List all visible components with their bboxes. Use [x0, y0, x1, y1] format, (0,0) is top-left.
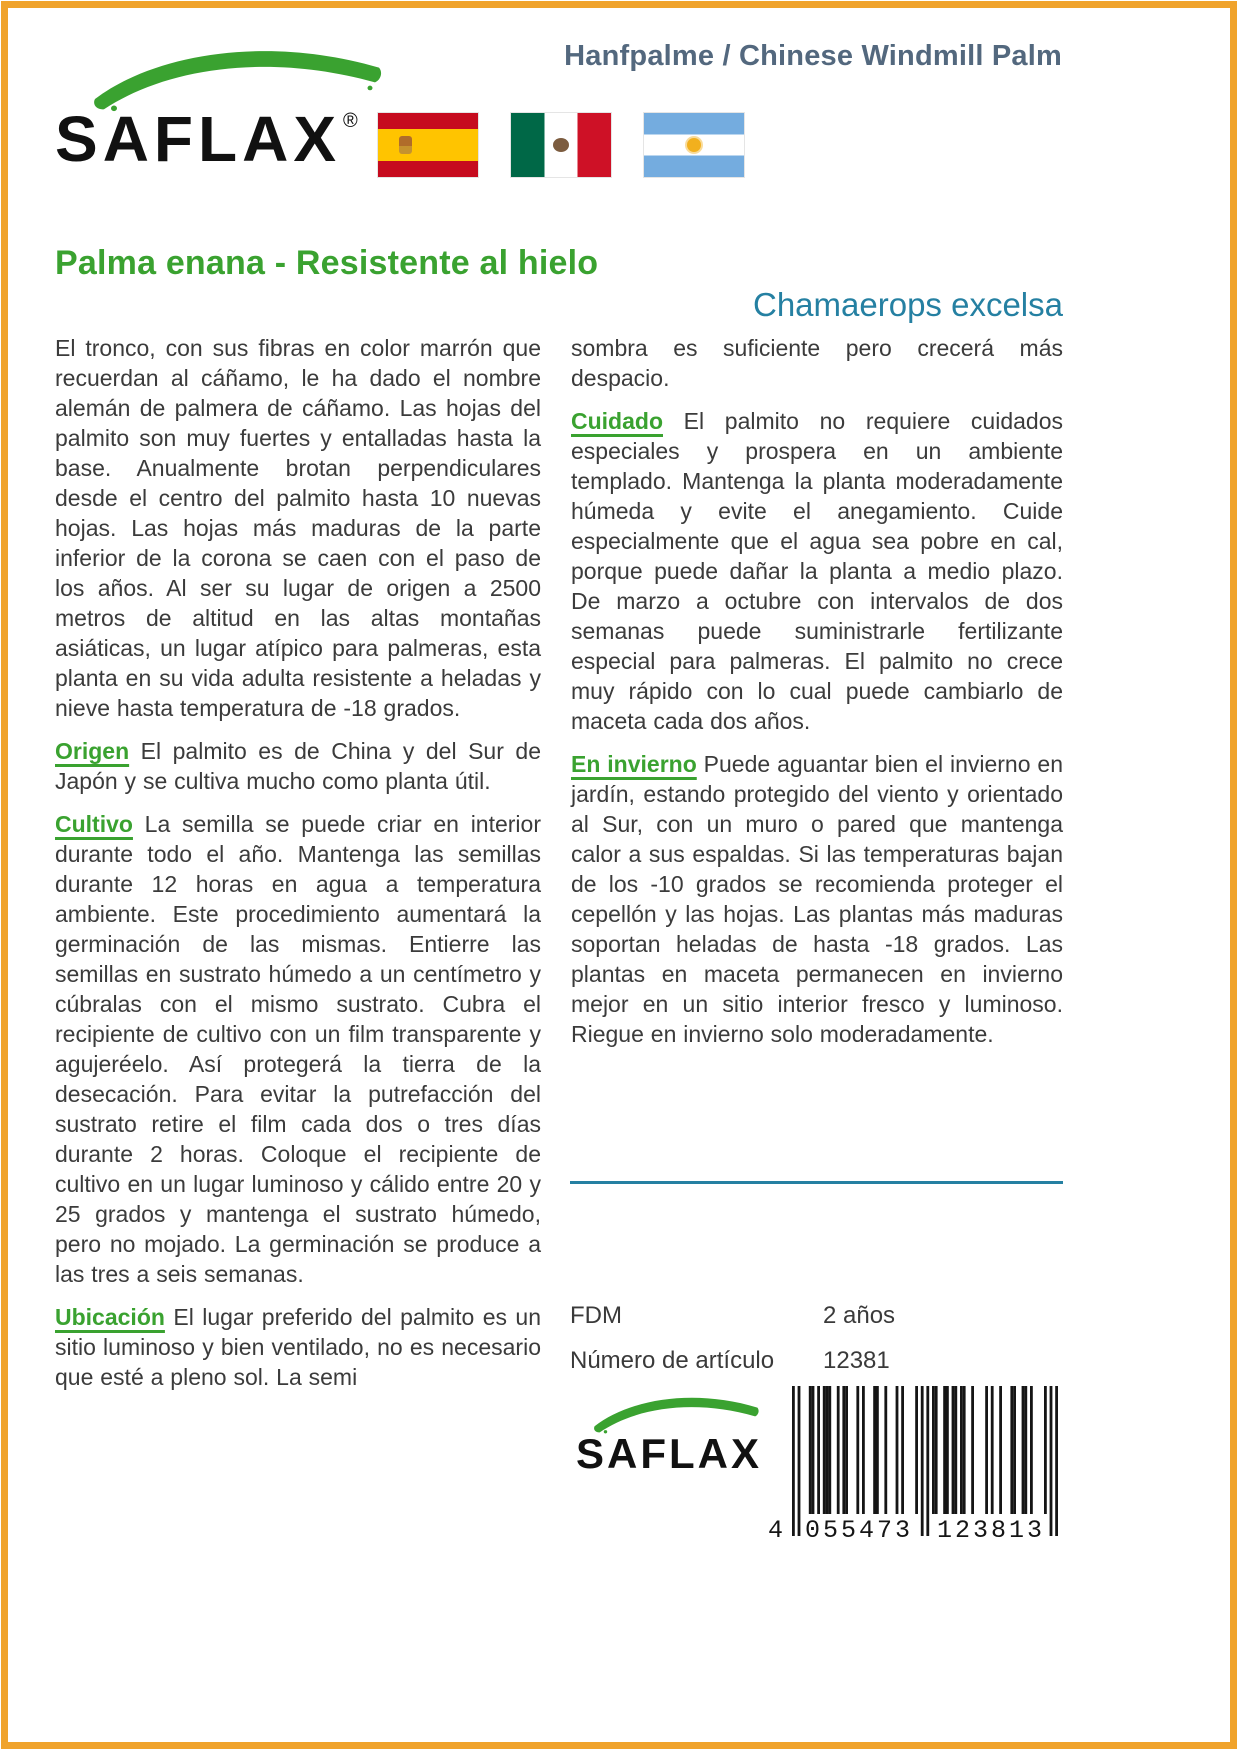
section-heading: En invierno: [571, 751, 697, 777]
section-text: La semilla se puede criar en interior durante todo el año. Mantenga las semillas durante 12 horas en agua a temperatura ambiente. Este procedimiento aumentará la germinación de las mismas. Entierre las semillas en sustrato húmedo a un centímetro y cúbralas con el mismo sustrato. Cubra el recipiente de cultivo con un film transparente y agujeréelo. Así protegerá la tierra de la desecación. Para evitar la putrefacción del sustrato retire el film cada dos o tres días durante 2 horas. Coloque el recipiente de cultivo en un lugar luminoso y cálido entre 20 y 25 grados y mantenga el sustrato húmedo, pero no mojado. La germinación se produce a las tres a seis semanas.: [55, 811, 541, 1287]
spain-flag-icon: [378, 113, 478, 177]
paragraph-text: El tronco, con sus fibras en color marrón que recuerdan al cáñamo, le ha dado el nombre alemán de palmera de cáñamo. Las hojas del palmito son muy fuertes y entalladas hasta la base. Anualmente brotan perpendiculares desde el centro del palmito hasta 10 nuevas hojas. Las hojas más maduras de la parte inferior de la corona se caen con el paso de los años. Al ser su lugar de origen a 2500 metros de altitud en las altas montañas asiáticas, un lugar atípico para palmeras, esta planta en su vida adulta resistente a heladas y nieve hasta temperatura de -18 grados.: [55, 335, 541, 721]
section-heading: Cultivo: [55, 811, 133, 837]
barcode-digit-group: 4: [768, 1516, 784, 1545]
page-title: Palma enana - Resistente al hielo: [55, 244, 599, 282]
barcode: [768, 1386, 1068, 1566]
fdm-value: 2 años: [823, 1302, 896, 1329]
section-origen: [55, 736, 541, 796]
brand-arc-icon: [87, 38, 387, 112]
paragraph-text: sombra es suficiente pero crecerá más despacio.: [571, 335, 1063, 391]
argentina-sun-icon: [687, 138, 701, 152]
section-text: El palmito no requiere cuidados especiales y prospera en un ambiente templado. Mantenga la planta moderadamente húmeda y evite el anegamiento. Cuide especialmente que el agua sea pobre en cal, porque puede dañar la planta a medio plazo. De marzo a octubre con intervalos de dos semanas puede suministrarle fertilizante especial para palmeras. El palmito no crece muy rápido con lo cual puede cambiarlo de maceta cada dos años.: [571, 408, 1063, 734]
barcode-digit-group: 055473: [804, 1516, 913, 1545]
brand-wordmark: [55, 102, 356, 176]
brand-arc-icon: [590, 1390, 762, 1434]
flags-row: [378, 113, 744, 177]
footer-brand-logo: [576, 1390, 776, 1510]
section-cuidado: [571, 406, 1063, 736]
argentina-flag-icon: [644, 113, 744, 177]
section-text: El lugar preferido del palmito es un sitio luminoso y bien ventilado, no es necesario que esté a pleno sol. La semi: [55, 1304, 542, 1390]
header-title: Hanfpalme / Chinese Windmill Palm: [564, 40, 1062, 72]
section-text: Puede aguantar bien el invierno en jardín, estando protegido del viento y orientado al Sur, con un muro o pared que mantenga calor a sus espaldas. Si las temperaturas bajan de los -10 grados se recomienda proteger el cepellón y las hojas. Las plantas más maduras soportan heladas de hasta -18 grados. Las plantas en maceta permanecen en invierno mejor en un sitio interior fresco y luminoso. Riegue en invierno solo moderadamente.: [571, 751, 1063, 1047]
section-ubicacion: [55, 1302, 541, 1392]
brand-logo: [55, 36, 385, 188]
fdm-label: FDM: [570, 1302, 622, 1329]
section-cultivo: [55, 809, 541, 1289]
species-title: Chamaerops excelsa: [753, 286, 1063, 323]
section-heading: Cuidado: [571, 408, 663, 434]
barcode-bars-icon: [792, 1386, 1058, 1536]
divider: [570, 1181, 1063, 1184]
section-text: El palmito es de China y del Sur de Japón y se cultiva mucho como planta útil.: [55, 738, 541, 794]
body-text: [55, 333, 1063, 1405]
footer-info: [570, 1302, 895, 1375]
barcode-digit-group: 123813: [936, 1516, 1045, 1545]
mexico-flag-icon: [511, 113, 611, 177]
right-column: [571, 333, 1063, 1405]
paragraph-intro: [55, 333, 541, 723]
section-heading: Ubicación: [55, 1304, 165, 1330]
brand-name: SAFLAX: [576, 1430, 762, 1477]
brand-name: SAFLAX: [55, 103, 341, 175]
left-column: [55, 333, 541, 1405]
mexico-eagle-icon: [553, 138, 569, 152]
paragraph-continuation: [571, 333, 1063, 393]
section-en-invierno: [571, 749, 1063, 1049]
registered-mark-icon: ®: [343, 110, 358, 132]
article-number-label: Número de artículo: [570, 1347, 775, 1374]
article-number-value: 12381: [823, 1347, 890, 1374]
section-heading: Origen: [55, 738, 130, 764]
spain-coat-of-arms-icon: [399, 136, 412, 154]
